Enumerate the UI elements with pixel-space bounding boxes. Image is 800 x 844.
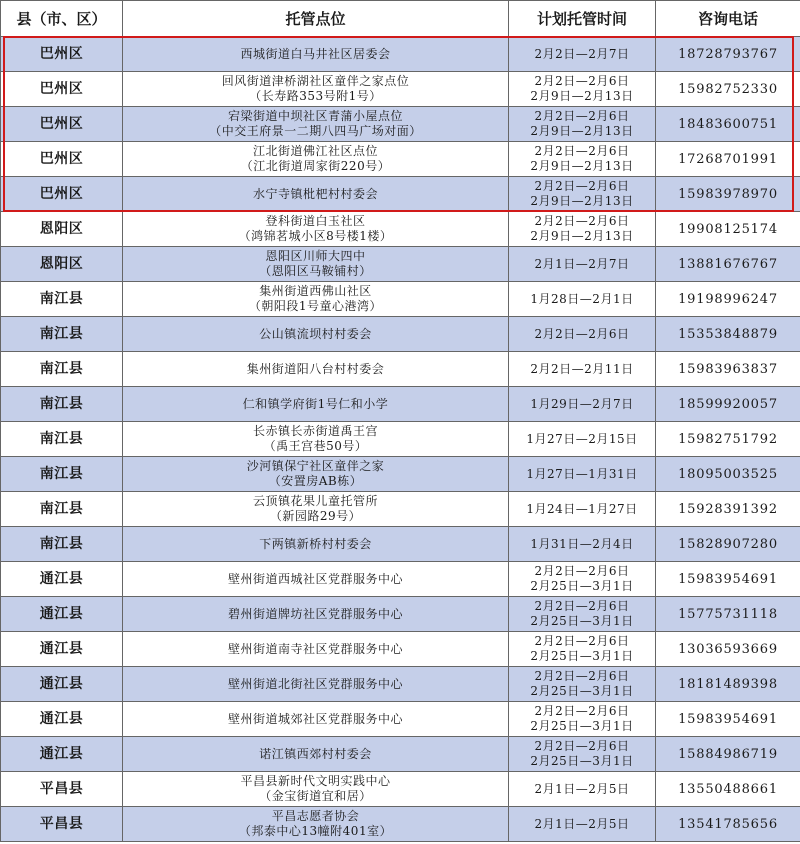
site-line: 回风街道津桥湖社区童伴之家点位 [221,74,410,88]
site-line: 江北街道佛江社区点位 [252,144,378,158]
period-cell [509,632,656,667]
site-line: （长寿路353号附1号） [249,89,382,103]
period-line: 2月25日—3月1日 [530,614,634,628]
period-line: 2月25日—3月1日 [530,754,634,768]
county-cell: 通江县 [1,597,123,632]
period-line: 2月2日—2月6日 [534,144,630,158]
table-row [1,282,800,317]
period-cell [509,107,656,142]
site-line: 平昌志愿者协会 [271,809,360,823]
site-cell [123,37,509,72]
period-cell [509,352,656,387]
site-cell [123,632,509,667]
site-cell [123,527,509,562]
period-cell [509,457,656,492]
site-cell [123,317,509,352]
period-line: 1月27日—1月31日 [526,466,638,481]
county-cell: 南江县 [1,422,123,457]
period-cell [509,807,656,842]
site-cell [123,282,509,317]
county-cell: 通江县 [1,562,123,597]
site-cell [123,562,509,597]
period-line: 1月24日—1月27日 [526,501,638,516]
table-row [1,702,800,737]
header-row [1,1,800,37]
table-body [1,37,800,842]
county-cell: 巴州区 [1,37,123,72]
period-line: 1月27日—2月15日 [526,431,638,446]
period-cell [509,772,656,807]
phone-cell: 15982752330 [656,72,800,107]
site-line: 诺江镇西郊村村委会 [259,746,372,761]
period-line: 2月9日—2月13日 [530,89,634,103]
site-line: 沙河镇保宁社区童伴之家 [246,459,385,473]
period-line: 2月9日—2月13日 [530,194,634,208]
site-line: （邦泰中心13幢附401室） [238,824,393,838]
county-cell: 南江县 [1,282,123,317]
table-row [1,107,800,142]
period-line: 2月9日—2月13日 [530,159,634,173]
period-line: 1月29日—2月7日 [530,396,634,411]
period-line: 2月2日—2月7日 [534,46,630,61]
phone-cell: 18599920057 [656,387,800,422]
site-line: （安置房AB栋） [268,474,363,488]
table-row [1,212,800,247]
county-cell: 通江县 [1,737,123,772]
site-line: （朝阳段1号童心港湾） [248,299,383,313]
site-line: （金宝街道宜和居） [259,789,372,803]
site-line: （鸿锦茗城小区8号楼1楼） [238,229,393,243]
site-cell [123,72,509,107]
header-site: 托管点位 [123,1,509,37]
site-line: 仁和镇学府街1号仁和小学 [242,396,389,411]
period-line: 2月9日—2月13日 [530,124,634,138]
period-line: 2月2日—2月6日 [534,739,630,753]
site-cell [123,212,509,247]
county-cell: 南江县 [1,317,123,352]
period-line: 2月25日—3月1日 [530,649,634,663]
site-cell [123,142,509,177]
table-row [1,772,800,807]
period-line: 2月2日—2月6日 [534,74,630,88]
county-cell: 巴州区 [1,142,123,177]
period-line: 1月31日—2月4日 [530,536,634,551]
site-cell [123,737,509,772]
header-period: 计划托管时间 [509,1,656,37]
period-line: 2月2日—2月6日 [534,599,630,613]
period-line: 2月9日—2月13日 [530,229,634,243]
period-cell [509,492,656,527]
period-line: 2月2日—2月6日 [534,109,630,123]
table-row [1,352,800,387]
county-cell: 巴州区 [1,72,123,107]
site-line: 碧州街道牌坊社区党群服务中心 [227,606,403,621]
site-cell [123,702,509,737]
county-cell: 南江县 [1,387,123,422]
table-row [1,597,800,632]
period-cell [509,177,656,212]
phone-cell: 17268701991 [656,142,800,177]
period-cell [509,667,656,702]
site-cell [123,387,509,422]
period-line: 2月2日—2月6日 [534,564,630,578]
period-cell [509,737,656,772]
table-row [1,632,800,667]
period-cell [509,562,656,597]
period-cell [509,37,656,72]
site-cell [123,807,509,842]
site-cell [123,457,509,492]
site-line: 恩阳区川师大四中 [265,249,366,263]
phone-cell: 13881676767 [656,247,800,282]
phone-cell: 13550488661 [656,772,800,807]
county-cell: 平昌县 [1,772,123,807]
period-cell [509,247,656,282]
period-cell [509,317,656,352]
county-cell: 恩阳区 [1,212,123,247]
period-line: 2月2日—2月11日 [530,361,634,376]
table-row [1,457,800,492]
site-line: 壁州街道西城社区党群服务中心 [227,571,403,586]
site-line: （新园路29号） [269,509,362,523]
table-row [1,562,800,597]
period-cell [509,142,656,177]
period-line: 2月2日—2月6日 [534,214,630,228]
table-row [1,737,800,772]
phone-cell: 15982751792 [656,422,800,457]
site-cell [123,422,509,457]
county-cell: 通江县 [1,632,123,667]
period-cell [509,527,656,562]
site-line: 公山镇流坝村村委会 [259,326,372,341]
table-row [1,527,800,562]
table-row [1,667,800,702]
site-cell [123,772,509,807]
phone-cell: 15983963837 [656,352,800,387]
header-phone: 咨询电话 [656,1,800,37]
period-cell [509,702,656,737]
table-row [1,247,800,282]
site-line: 长赤镇长赤街道禹王宫 [252,424,378,438]
site-cell [123,247,509,282]
table-row [1,72,800,107]
site-line: 水宁寺镇枇杷村村委会 [252,186,378,201]
table-row [1,142,800,177]
period-cell [509,212,656,247]
site-line: （恩阳区马鞍铺村） [259,264,372,278]
site-line: （江北街道周家街220号） [240,159,391,173]
county-cell: 恩阳区 [1,247,123,282]
phone-cell: 13036593669 [656,632,800,667]
phone-cell: 15828907280 [656,527,800,562]
period-cell [509,597,656,632]
header-county: 县（市、区） [1,1,123,37]
period-line: 2月1日—2月7日 [534,256,630,271]
phone-cell: 18181489398 [656,667,800,702]
phone-cell: 19198996247 [656,282,800,317]
phone-cell: 15983978970 [656,177,800,212]
table-row [1,492,800,527]
site-line: 壁州街道北街社区党群服务中心 [227,676,403,691]
county-cell: 巴州区 [1,107,123,142]
site-line: 平昌县新时代文明实践中心 [240,774,391,788]
site-line: 壁州街道南寺社区党群服务中心 [227,641,403,656]
phone-cell: 19908125174 [656,212,800,247]
table-row [1,422,800,457]
period-line: 2月2日—2月6日 [534,669,630,683]
site-line: 下两镇新桥村村委会 [259,536,372,551]
phone-cell: 18095003525 [656,457,800,492]
county-cell: 南江县 [1,352,123,387]
county-cell: 通江县 [1,702,123,737]
period-cell [509,422,656,457]
table-row [1,387,800,422]
site-cell [123,352,509,387]
county-cell: 南江县 [1,527,123,562]
period-line: 2月2日—2月6日 [534,179,630,193]
phone-cell: 15884986719 [656,737,800,772]
period-line: 2月25日—3月1日 [530,719,634,733]
phone-cell: 15983954691 [656,702,800,737]
site-cell [123,667,509,702]
period-line: 2月25日—3月1日 [530,579,634,593]
site-line: 集州街道西佛山社区 [259,284,372,298]
site-line: 集州街道阳八台村村委会 [246,361,385,376]
period-cell [509,282,656,317]
period-line: 2月1日—2月5日 [534,816,630,831]
county-cell: 通江县 [1,667,123,702]
site-line: 登科街道白玉社区 [265,214,366,228]
table-row [1,807,800,842]
site-line: 壁州街道城郊社区党群服务中心 [227,711,403,726]
phone-cell: 15353848879 [656,317,800,352]
county-cell: 平昌县 [1,807,123,842]
phone-cell: 18728793767 [656,37,800,72]
site-cell [123,597,509,632]
period-line: 1月28日—2月1日 [530,291,634,306]
site-cell [123,107,509,142]
site-line: 西城街道白马井社区居委会 [240,46,391,61]
period-line: 2月25日—3月1日 [530,684,634,698]
table-row [1,37,800,72]
table-row [1,317,800,352]
county-cell: 巴州区 [1,177,123,212]
period-line: 2月1日—2月5日 [534,781,630,796]
phone-cell: 15928391392 [656,492,800,527]
phone-cell: 15775731118 [656,597,800,632]
site-line: （禹王宫巷50号） [263,439,368,453]
county-cell: 南江县 [1,457,123,492]
site-line: 云顶镇花果儿童托管所 [252,494,378,508]
table-row [1,177,800,212]
phone-cell: 13541785656 [656,807,800,842]
county-cell: 南江县 [1,492,123,527]
period-cell [509,387,656,422]
site-line: （中交王府景一二期八四马广场对面） [209,124,422,138]
site-cell [123,492,509,527]
phone-cell: 15983954691 [656,562,800,597]
period-line: 2月2日—2月6日 [534,704,630,718]
site-cell [123,177,509,212]
period-line: 2月2日—2月6日 [534,634,630,648]
phone-cell: 18483600751 [656,107,800,142]
period-cell [509,72,656,107]
period-line: 2月2日—2月6日 [534,326,630,341]
site-line: 宕梁街道中坝社区青蒲小屋点位 [227,109,403,123]
